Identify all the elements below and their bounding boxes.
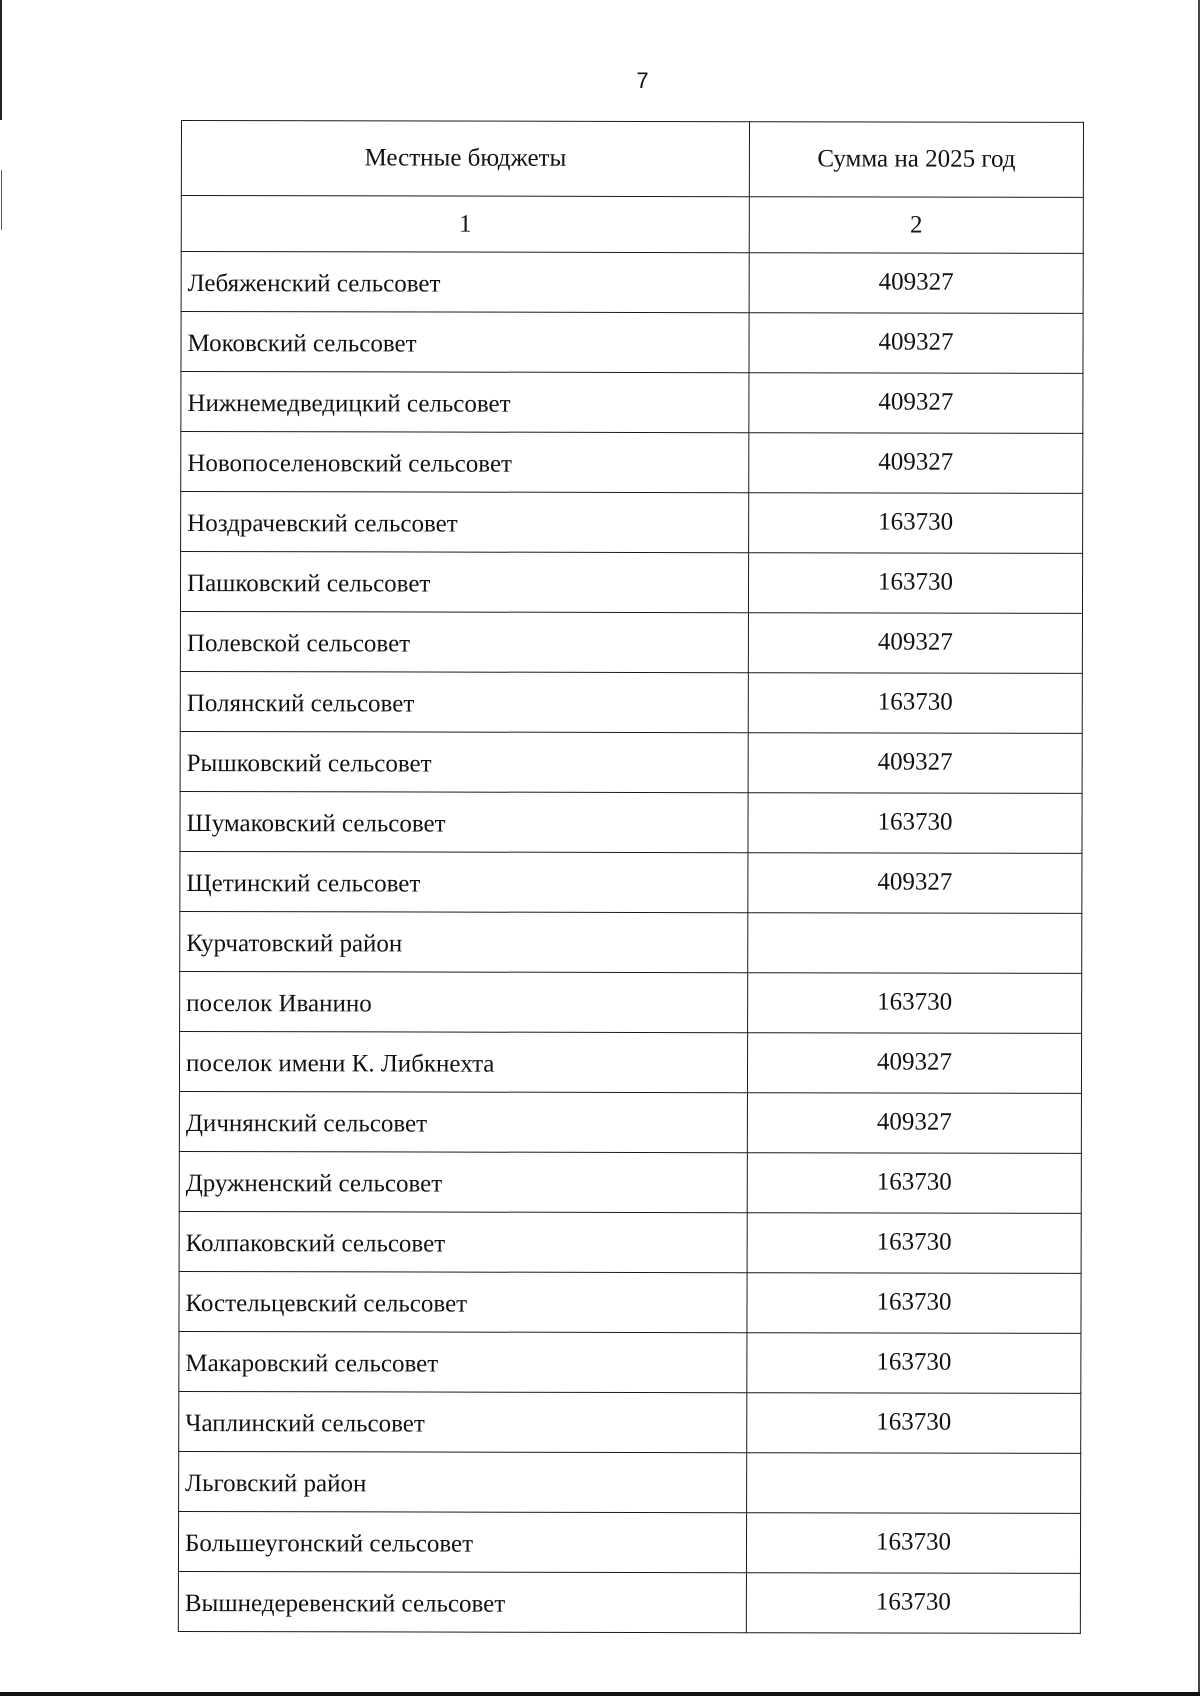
amount-cell: 163730 (749, 493, 1083, 554)
amount-cell: 163730 (747, 1153, 1081, 1214)
column-header-local-budgets: Местные бюджеты (181, 121, 749, 197)
budget-name-cell: Лебяженский сельсовет (181, 252, 749, 313)
page-number: 7 (636, 68, 649, 93)
table-row (181, 372, 1083, 434)
scan-edge-left-mark (1, 170, 2, 230)
amount-cell: 163730 (746, 1513, 1080, 1574)
amount-cell: 163730 (747, 1273, 1081, 1334)
amount-cell: 409327 (747, 1093, 1081, 1154)
amount-cell: 163730 (748, 553, 1082, 614)
amount-cell (748, 913, 1082, 974)
amount-cell: 409327 (749, 253, 1083, 314)
budget-name-cell: Нижнемедведицкий сельсовет (181, 372, 749, 433)
table-row (180, 791, 1082, 853)
table-row (180, 671, 1082, 733)
column-header-amount-2025: Сумма на 2025 год (749, 122, 1083, 198)
table-row (179, 1331, 1081, 1393)
table-row (179, 1391, 1081, 1453)
budget-name-cell: Шумаковский сельсовет (180, 791, 748, 852)
amount-cell: 163730 (748, 973, 1082, 1034)
budget-name-cell: Ноздрачевский сельсовет (181, 492, 749, 553)
table-row (179, 1211, 1081, 1273)
amount-cell: 163730 (748, 673, 1082, 734)
budget-name-cell: Пашковский сельсовет (180, 552, 748, 613)
column-numbering-row (181, 196, 1083, 254)
table-row (178, 1571, 1080, 1633)
amount-cell: 409327 (748, 613, 1082, 674)
header-row (181, 121, 1083, 198)
scan-edge-left (0, 0, 2, 120)
scan-edge-bottom (0, 1692, 1200, 1696)
budget-name-cell: Макаровский сельсовет (179, 1331, 747, 1392)
amount-cell: 409327 (749, 373, 1083, 434)
amount-cell: 163730 (747, 1393, 1081, 1454)
amount-cell: 163730 (746, 1573, 1080, 1634)
amount-cell: 409327 (749, 313, 1083, 374)
table-row (180, 552, 1082, 614)
table-row (179, 1271, 1081, 1333)
budget-name-cell: Дружненский сельсовет (179, 1151, 747, 1212)
table-row (180, 731, 1082, 793)
table-row (181, 432, 1083, 494)
amount-cell: 409327 (749, 433, 1083, 494)
budget-name-cell: поселок Иванино (180, 971, 748, 1032)
budget-name-cell: Чаплинский сельсовет (179, 1391, 747, 1452)
budget-name-cell: Полевской сельсовет (180, 611, 748, 672)
table-row (179, 1151, 1081, 1213)
budget-name-cell: Щетинский сельсовет (180, 851, 748, 912)
budget-name-cell: Колпаковский сельсовет (179, 1211, 747, 1272)
amount-cell (747, 1453, 1081, 1514)
table-row (180, 971, 1082, 1033)
budget-name-cell: Курчатовский район (180, 911, 748, 972)
budget-name-cell: Костельцевский сельсовет (179, 1271, 747, 1332)
budget-name-cell: Вышнедеревенский сельсовет (178, 1571, 746, 1632)
table-body (178, 252, 1083, 1634)
amount-cell: 163730 (747, 1333, 1081, 1394)
budget-name-cell: Дичнянский сельсовет (179, 1091, 747, 1152)
budget-name-cell: Моковский сельсовет (181, 312, 749, 373)
budget-name-cell: поселок имени К. Либкнехта (179, 1031, 747, 1092)
budget-name-cell: Большеугонский сельсовет (178, 1511, 746, 1572)
table-row (178, 1511, 1080, 1573)
table-row (179, 1031, 1081, 1093)
budget-name-cell: Полянский сельсовет (180, 671, 748, 732)
table-row (180, 611, 1082, 673)
budget-name-cell: Новопоселеновский сельсовет (181, 432, 749, 493)
table-row (180, 851, 1082, 913)
amount-cell: 163730 (747, 1213, 1081, 1274)
amount-cell: 409327 (747, 1033, 1081, 1094)
amount-cell: 163730 (748, 793, 1082, 854)
district-header-row (180, 911, 1082, 973)
amount-cell: 409327 (748, 853, 1082, 914)
table-row (181, 492, 1083, 554)
district-header-row (179, 1451, 1081, 1513)
column-number-1: 1 (181, 196, 749, 253)
budget-name-cell: Рышковский сельсовет (180, 731, 748, 792)
table-header (181, 121, 1083, 254)
budget-name-cell: Льговский район (179, 1451, 747, 1512)
column-number-2: 2 (749, 197, 1083, 254)
table-row (181, 252, 1083, 314)
table-row (181, 312, 1083, 374)
table-row (179, 1091, 1081, 1153)
amount-cell: 409327 (748, 733, 1082, 794)
budget-table (178, 120, 1084, 1634)
